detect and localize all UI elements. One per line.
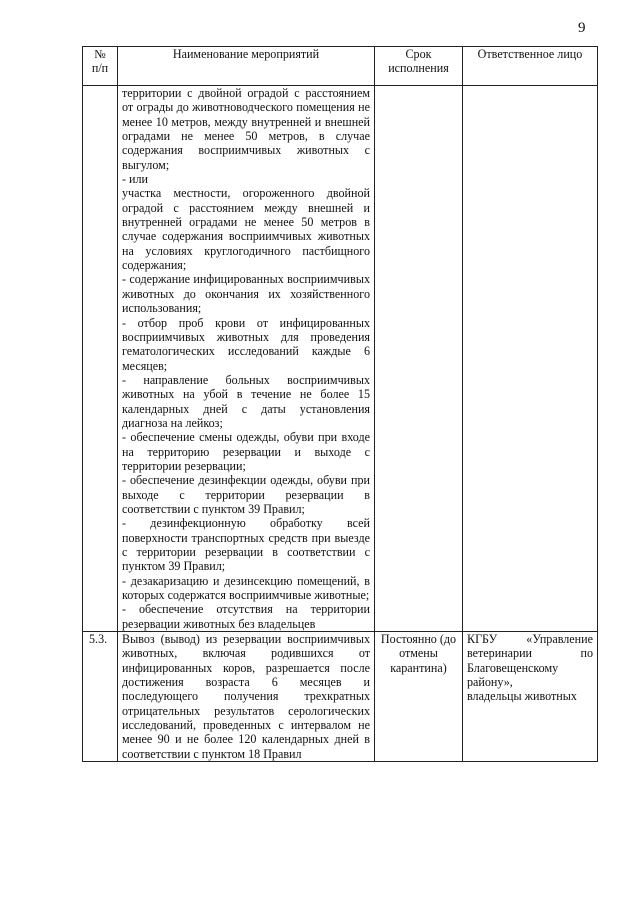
header-term (375, 47, 463, 86)
measure-paragraph: - обеспечение смены одежды, обуви при входе на территорию резервации и выходе с территории резервации; (122, 430, 370, 473)
table-header-row (83, 47, 598, 86)
measure-paragraph: - дезинфекционную обработку всей поверхности транспортных средств при выезде с территории резервации в соответствии с пунктом 39 Правил; (122, 516, 370, 574)
continuation-term-cell (375, 86, 463, 632)
row-5-3-term: Постоянно (до отмены карантина) (375, 632, 463, 762)
table-row-5-3 (83, 632, 598, 762)
measure-paragraph: - дезакаризацию и дезинсекцию помещений, в которых содержатся восприимчивые животные; (122, 573, 370, 603)
table-row-continuation (83, 86, 598, 632)
measure-paragraph: - направление больных восприимчивых животных на убой в течение не более 15 календарных дней с даты установления диагноза на лейкоз; (122, 372, 370, 430)
page-number: 9 (578, 20, 586, 36)
header-name: Наименование мероприятий (118, 47, 375, 86)
measure-paragraph: - отбор проб крови от инфицированных восприимчивых животных для проведения гематологических исследований каждые 6 месяцев; (122, 315, 370, 373)
row-5-3-name: Вывоз (вывод) из резервации восприимчивых животных, включая родившихся от инфицированных коров, разрешается после достижения возраста 6 месяцев и последующего получения трехкратных отрицательных результатов серологических исследований, проведенных с интервалом не менее 90 и не более 120 календарных дней в соответствии с пунктом 18 Правил (118, 632, 375, 762)
continuation-number-cell (83, 86, 118, 632)
measures-table (82, 46, 598, 762)
row-5-3-responsible (463, 632, 598, 762)
header-number-symbol: № (94, 47, 106, 61)
header-term-line2: исполнения (388, 61, 449, 75)
header-responsible: Ответственное лицо (463, 47, 598, 86)
continuation-responsible-cell (463, 86, 598, 632)
measure-paragraph: территории с двойной оградой с расстоянием от ограды до животноводческого помещения не менее 10 метров, между внутренней и внешней оградами не менее 50 метров, в случае содержания восприимчивых животных с выгулом; (122, 86, 370, 172)
measure-paragraph: - обеспечение дезинфекции одежды, обуви при выходе с территории резервации в соответствии с пунктом 39 Правил; (122, 473, 370, 516)
header-term-line1: Срок (405, 47, 432, 61)
measure-paragraph: - обеспечение отсутствия на территории резервации животных без владельцев (122, 602, 370, 631)
responsible-owners: владельцы животных (467, 689, 577, 704)
measure-paragraph: - содержание инфицированных восприимчивых животных до окончания их хозяйственного использования; (122, 272, 370, 316)
responsible-organization: КГБУ «Управление ветеринарии по Благовещенскому району», (467, 632, 593, 690)
header-number (83, 47, 118, 86)
measure-paragraph: участка местности, огороженного двойной оградой с расстоянием между внешней и внутренней оградами не менее 50 метров в случае содержания восприимчивых животных на условиях круглогодичного пастбищного содержания; (122, 186, 370, 273)
row-5-3-number: 5.3. (83, 632, 118, 762)
measure-paragraph: - или (122, 172, 149, 187)
header-number-abbr: п/п (91, 61, 109, 75)
continuation-name-cell (118, 86, 375, 632)
